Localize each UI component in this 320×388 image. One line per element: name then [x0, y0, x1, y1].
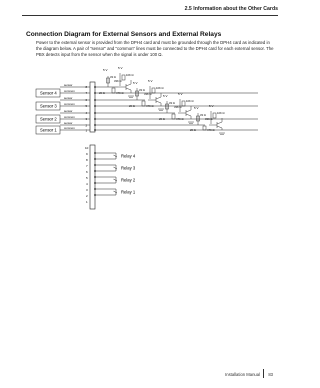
section-header: 2.5 Information about the Other Cards [184, 6, 278, 12]
pin-number: 5 [85, 104, 88, 108]
pin-number: 8 [85, 85, 88, 89]
terminal-number: 10 [85, 146, 89, 150]
resistor-label: 33 Ω [110, 76, 116, 79]
resistor-label: 33K Ω [205, 118, 213, 121]
line-label-common: common [64, 102, 75, 106]
resistor-label: 20 Ω [159, 118, 165, 121]
line-label-common: common [64, 126, 75, 130]
resistor-label: 10K Ω [156, 87, 164, 90]
pin-number: 3 [85, 117, 88, 121]
resistor-label: 33K Ω [114, 80, 122, 83]
voltage-label: 5 V [194, 106, 199, 110]
terminal-number: 9 [86, 152, 88, 156]
voltage-label: 5 V [118, 66, 123, 70]
pin-number: 6 [85, 98, 88, 102]
relay-label: Relay 3 [121, 165, 136, 171]
terminal-number: 7 [86, 164, 88, 168]
resistor-label: 47K Ω [146, 105, 154, 108]
line-label-sensor: sensor [64, 121, 73, 125]
relay-wiring [95, 153, 117, 195]
resistor-label: 33 Ω [169, 102, 175, 105]
relay-label: Relay 2 [121, 177, 136, 183]
sensor-label: Sensor 4 [40, 90, 57, 96]
resistor-label: 10K Ω [126, 74, 134, 77]
resistor-label: 33 Ω [200, 114, 206, 117]
pin-number: 2 [85, 123, 88, 128]
footer-separator [263, 369, 264, 378]
sensor-label: Sensor 2 [40, 116, 57, 122]
resistor-label: 10K Ω [186, 100, 194, 103]
footer-manual-title: Installation Manual [225, 372, 260, 377]
terminal-number: 8 [86, 158, 88, 162]
sensor-terminal-block [90, 82, 95, 132]
section-title: Connection Diagram for External Sensors and External Relays [26, 31, 222, 38]
line-label-sensor: sensor [64, 109, 73, 113]
resistor-label: 20 Ω [190, 129, 196, 132]
line-label-sensor: sensor [64, 96, 73, 100]
resistor-label: 33 Ω [139, 89, 145, 92]
line-label-common: common [64, 89, 75, 93]
resistor-label: 10K Ω [217, 112, 225, 115]
voltage-label: 5 V [163, 94, 168, 98]
voltage-label: 5 V [178, 92, 183, 96]
pin-number: 4 [85, 111, 88, 115]
voltage-label: 5 V [148, 79, 153, 83]
sensor-3-group [36, 96, 90, 110]
pin-number: 1 [85, 128, 88, 133]
resistor-label: 20 Ω [129, 105, 135, 108]
sensor-2-group [36, 109, 90, 123]
terminal-number: 3 [86, 188, 88, 192]
relay-label: Relay 1 [121, 189, 136, 195]
pin-number: 7 [85, 91, 88, 95]
relay-label: Relay 4 [121, 153, 136, 159]
intro-paragraph: Power to the external sensor is provided from the DPH4 card and must be grounded through the DPH4 card as indicated in the diagram below. A pair of "sensor" and "common" lines must be connected to the DPH4 card for each external sensor. The PBX detects input from the sensor when the signal is under 100 Ω. [36, 40, 274, 58]
terminal-number: 6 [86, 170, 88, 174]
sensor-4-group [36, 83, 90, 97]
page-number: 83 [268, 372, 273, 377]
line-label-sensor: sensor [64, 83, 73, 87]
terminal-number: 1 [86, 200, 88, 204]
sensor-label: Sensor 1 [40, 127, 57, 133]
terminal-number: 2 [86, 194, 88, 198]
resistor-label: 47K Ω [176, 118, 184, 121]
resistor-label: 47K Ω [207, 129, 215, 132]
line-label-common: common [64, 115, 75, 119]
resistor-label: 33K Ω [174, 106, 182, 109]
resistor-label: 47K Ω [116, 92, 124, 95]
relay-terminal-block [85, 145, 95, 209]
terminal-number: 4 [86, 182, 88, 186]
voltage-label: 5 V [209, 104, 214, 108]
resistor-label: 20 Ω [99, 92, 105, 95]
resistor-label: 33K Ω [144, 93, 152, 96]
voltage-label: 5 V [133, 81, 138, 85]
terminal-number: 5 [86, 176, 88, 180]
voltage-label: 5 V [103, 68, 108, 72]
sensor-label: Sensor 3 [40, 103, 57, 109]
